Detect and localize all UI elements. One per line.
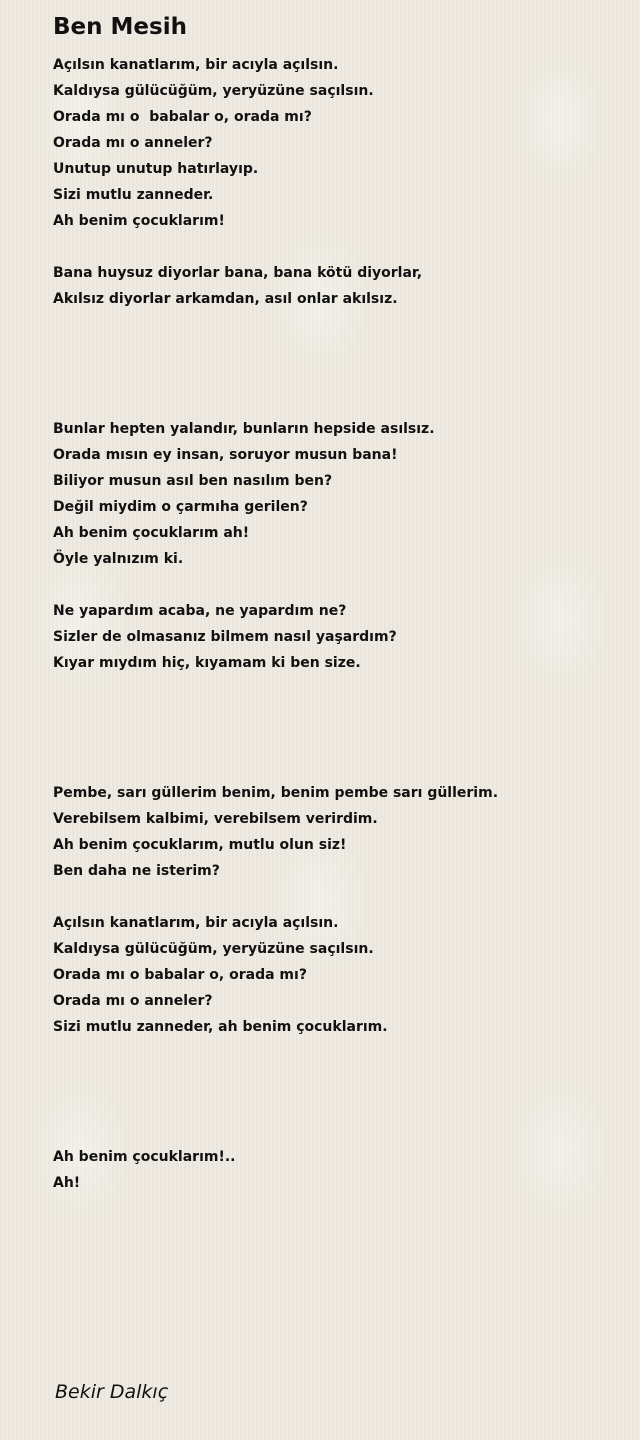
stanza-break (53, 1040, 613, 1066)
stanza-break (53, 364, 613, 390)
stanza-break (53, 312, 613, 338)
poem-line: Ah benim çocuklarım, mutlu olun siz! (53, 837, 347, 853)
poem-line: Akılsız diyorlar arkamdan, asıl onlar akılsız. (53, 291, 398, 307)
poem-title: Ben Mesih (53, 14, 187, 40)
poem-page (53, 0, 613, 1196)
stanza-break (53, 390, 613, 416)
stanza-break (53, 572, 613, 598)
stanza-break (53, 676, 613, 702)
stanza-break (53, 884, 613, 910)
poem-line: Biliyor musun asıl ben nasılım ben? (53, 473, 333, 489)
stanza-break (53, 1066, 613, 1092)
poem-body (53, 52, 613, 1196)
stanza-break (53, 1092, 613, 1118)
poem-line: Bunlar hepten yalandır, bunların hepside asılsız. (53, 421, 435, 437)
poem-line: Orada mı o anneler? (53, 993, 213, 1009)
poem-line: Değil miydim o çarmıha gerilen? (53, 499, 308, 515)
poem-line: Açılsın kanatlarım, bir acıyla açılsın. (53, 57, 339, 73)
stanza-break (53, 728, 613, 754)
poem-line: Kıyar mıydım hiç, kıyamam ki ben size. (53, 655, 361, 671)
poem-line: Orada mısın ey insan, soruyor musun bana! (53, 447, 398, 463)
poem-line: Ah benim çocuklarım ah! (53, 525, 250, 541)
poem-line: Sizler de olmasanız bilmem nasıl yaşardım? (53, 629, 397, 645)
poem-line: Ne yapardım acaba, ne yapardım ne? (53, 603, 347, 619)
poem-line: Orada mı o babalar o, orada mı? (53, 967, 307, 983)
poem-line: Unutup unutup hatırlayıp. (53, 161, 259, 177)
poem-line: Açılsın kanatlarım, bir acıyla açılsın. (53, 915, 339, 931)
poem-line: Ah benim çocuklarım!.. (53, 1149, 236, 1165)
poem-line: Verebilsem kalbimi, verebilsem verirdim. (53, 811, 378, 827)
stanza-break (53, 234, 613, 260)
poem-line: Öyle yalnızım ki. (53, 551, 184, 567)
poem-line: Sizi mutlu zanneder. (53, 187, 214, 203)
poem-line: Ben daha ne isterim? (53, 863, 220, 879)
poem-line: Sizi mutlu zanneder, ah benim çocuklarım. (53, 1019, 388, 1035)
poem-author: Bekir Dalkıç (55, 1381, 169, 1403)
poem-line: Kaldıysa gülücüğüm, yeryüzüne saçılsın. (53, 83, 374, 99)
poem-line: Pembe, sarı güllerim benim, benim pembe sarı güllerim. (53, 785, 499, 801)
poem-line: Orada mı o babalar o, orada mı? (53, 109, 312, 125)
poem-line: Orada mı o anneler? (53, 135, 213, 151)
stanza-break (53, 1118, 613, 1144)
poem-line: Ah! (53, 1175, 81, 1191)
stanza-break (53, 338, 613, 364)
poem-line: Bana huysuz diyorlar bana, bana kötü diyorlar, (53, 265, 423, 281)
poem-line: Kaldıysa gülücüğüm, yeryüzüne saçılsın. (53, 941, 374, 957)
stanza-break (53, 754, 613, 780)
stanza-break (53, 702, 613, 728)
poem-line: Ah benim çocuklarım! (53, 213, 225, 229)
